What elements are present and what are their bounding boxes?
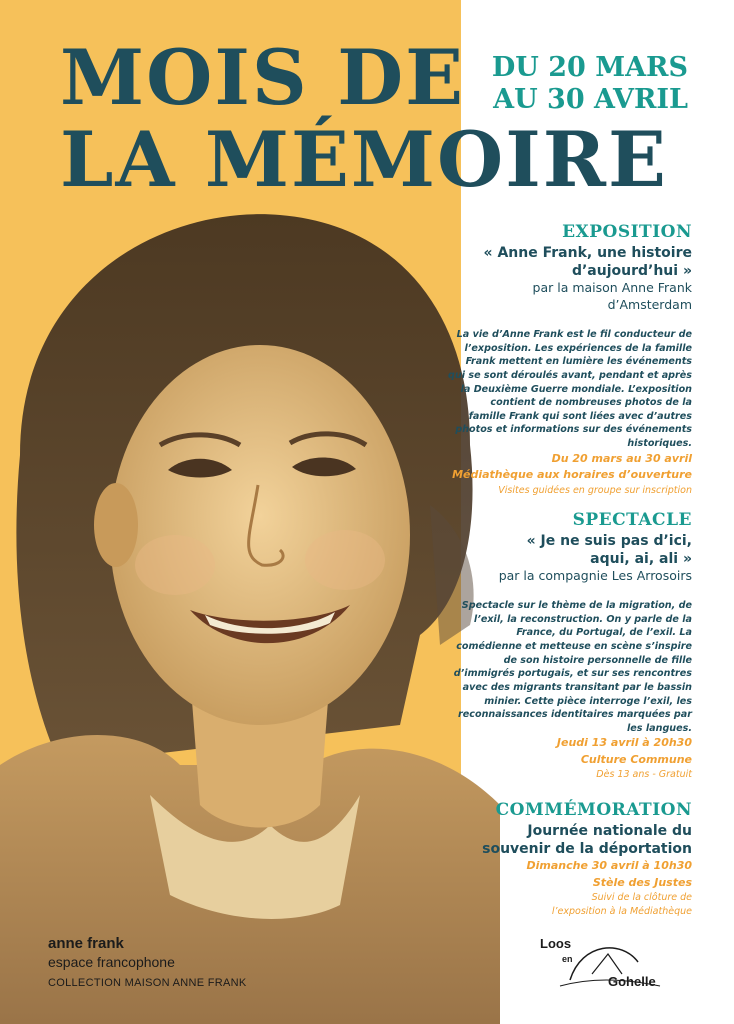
logo-word-1: Loos: [540, 936, 572, 951]
exposition-place: Médiathèque aux horaires d’ouverture: [452, 468, 692, 482]
description-line: la Deuxième Guerre mondiale. L’exposition: [460, 383, 692, 395]
commemoration-name-line-1: Journée nationale du: [527, 823, 692, 839]
description-line: famille Frank qui sont liées avec d’autres: [468, 410, 692, 422]
description-line: comédienne et metteuse en scène s’inspire: [456, 641, 692, 653]
description-line: l’exposition. Les expériences de la famille: [464, 342, 692, 354]
description-line: d’immigrés portugais, et sur ses rencontres: [453, 668, 692, 680]
exposition-name-line-1: « Anne Frank, une histoire: [483, 245, 692, 261]
spectacle-date: Jeudi 13 avril à 20h30: [556, 736, 692, 750]
spectacle-heading: SPECTACLE: [572, 510, 692, 530]
exposition-by-line-2: d’Amsterdam: [607, 297, 692, 313]
exposition-date: Du 20 mars au 30 avril: [551, 451, 692, 465]
description-line: reconnaissances identitaires marquées par: [458, 709, 692, 721]
exposition-by-line-1: par la maison Anne Frank: [532, 280, 692, 296]
exposition-heading: EXPOSITION: [562, 222, 692, 242]
commemoration-section: [432, 800, 692, 918]
brand-line-2: espace francophone: [48, 954, 175, 970]
spectacle-description: [432, 599, 692, 735]
exposition-note: Visites guidées en groupe sur inscription: [498, 484, 692, 496]
anne-frank-brand: [48, 935, 247, 989]
exposition-section: [432, 222, 692, 497]
spectacle-note: Dès 13 ans - Gratuit: [596, 769, 692, 781]
description-line: minier. Cette pièce interroge l’exil, les: [484, 695, 692, 707]
loos-en-gohelle-logo: [530, 932, 670, 992]
logo-word-2: en: [562, 954, 573, 964]
spectacle-place: Culture Commune: [580, 752, 692, 766]
description-line: de son histoire personnelle de fille: [503, 654, 692, 666]
description-line: l’exil, la reconstruction. On y parle de la: [473, 613, 692, 625]
brand-line-3: COLLECTION MAISON ANNE FRANK: [48, 977, 247, 989]
description-line: les langues.: [627, 722, 692, 734]
exposition-name-line-2: d’aujourd’hui »: [571, 263, 692, 280]
portrait-photo: [0, 205, 500, 1024]
description-line: photos et informations sur des événements: [455, 424, 692, 436]
spectacle-by-line: par la compagnie Les Arrosoirs: [498, 568, 692, 584]
description-line: Spectacle sur le thème de la migration, de: [461, 600, 692, 612]
description-line: Frank mettent en lumière les événements: [465, 356, 692, 368]
logo-word-3: Gohelle: [608, 974, 656, 989]
commemoration-note-line-1: Suivi de la clôture de: [591, 892, 692, 904]
date-range: [492, 52, 688, 116]
commemoration-date: Dimanche 30 avril à 10h30: [526, 859, 692, 873]
title-line-2: LA MÉMOIRE: [60, 115, 668, 204]
commemoration-place: Stèle des Justes: [592, 875, 692, 889]
date-range-line-1: DU 20 MARS: [491, 52, 688, 83]
date-range-line-2: AU 30 AVRIL: [493, 83, 688, 115]
exposition-description: [432, 328, 692, 450]
description-line: contient de nombreuses photos de la: [490, 397, 692, 409]
title-line-1: MOIS DE: [60, 33, 466, 122]
commemoration-note-line-2: l’exposition à la Médiathèque: [551, 905, 692, 917]
description-line: qui se sont déroulés avant, pendant et après: [448, 369, 692, 381]
description-line: France, du Portugal, de l’exil. La: [516, 627, 692, 639]
description-line: La vie d’Anne Frank est le fil conducteur de: [456, 329, 692, 341]
commemoration-name-line-2: souvenir de la déportation: [482, 841, 692, 858]
spectacle-section: [432, 510, 692, 782]
description-line: avec des migrants transitant par le bassin: [462, 681, 692, 693]
spectacle-name-line-2: aqui, ai, ali »: [590, 551, 692, 568]
spectacle-name-line-1: « Je ne suis pas d’ici,: [526, 533, 692, 549]
description-line: historiques.: [627, 438, 692, 449]
brand-line-1: anne frank: [48, 935, 124, 952]
commemoration-heading: COMMÉMORATION: [495, 800, 692, 820]
